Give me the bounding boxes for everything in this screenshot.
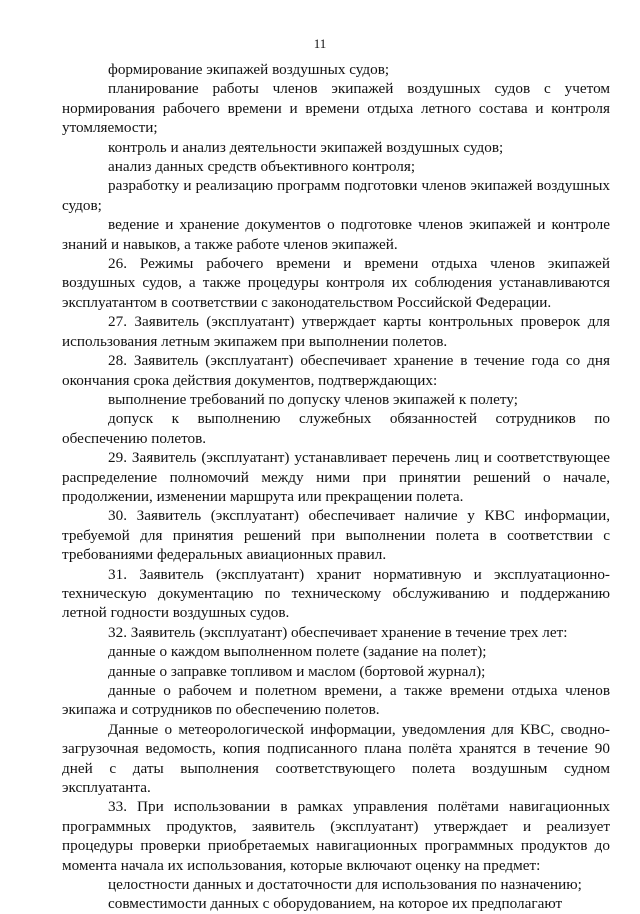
paragraph: планирование работы членов экипажей воздушных судов с учетом нормирования рабочего времени и времени отдыха летного состава и контроля утомляемости;: [62, 80, 610, 137]
paragraph: данные о рабочем и полетном времени, а также времени отдыха членов экипажа и сотрудников по обеспечению полетов.: [62, 682, 610, 719]
paragraph: 33. При использовании в рамках управления полётами навигационных программных продуктов, заявитель (эксплуатант) утверждает и реализует процедуры проверки приобретаемых навигационных программных продуктов до момента начала их использования, которые включают оценку на предмет:: [62, 798, 610, 874]
page-number: 11: [313, 36, 327, 51]
paragraph: 28. Заявитель (эксплуатант) обеспечивает хранение в течение года со дня окончания срока действия документов, подтверждающих:: [62, 352, 610, 389]
paragraph: допуск к выполнению служебных обязанностей сотрудников по обеспечению полетов.: [62, 410, 610, 447]
paragraph: 29. Заявитель (эксплуатант) устанавливает перечень лиц и соответствующее распределение полномочий между ними при принятии решений о начале, продолжении, изменении маршрута или прекращении полета.: [62, 449, 610, 505]
paragraph: анализ данных средств объективного контроля;: [108, 158, 416, 176]
paragraph: 30. Заявитель (эксплуатант) обеспечивает наличие у КВС информации, требуемой для принятия решений при выполнении полета в соответствии с требованиями федеральных авиационных правил.: [62, 507, 610, 564]
paragraph: контроль и анализ деятельности экипажей воздушных судов;: [108, 138, 504, 156]
paragraph: ведение и хранение документов о подготовке членов экипажей и контроле знаний и навыков, а также работе членов экипажей.: [62, 216, 610, 253]
paragraph: формирование экипажей воздушных судов;: [108, 61, 390, 78]
paragraph: Данные о метеорологической информации, уведомления для КВС, сводно-загрузочная ведомость, копия подписанного плана полёта хранятся в течение 90 дней с даты выполнения соответствующего полета воздушным судном эксплуатанта.: [62, 720, 610, 797]
paragraph: 31. Заявитель (эксплуатант) хранит нормативную и эксплуатационно-техническую документацию по техническому обслуживанию и поддержанию летной годности воздушных судов.: [62, 565, 610, 622]
paragraph: разработку и реализацию программ подготовки членов экипажей воздушных судов;: [62, 177, 610, 214]
paragraph: данные о каждом выполненном полете (задание на полет);: [108, 643, 487, 661]
paragraph: данные о заправке топливом и маслом (бортовой журнал);: [108, 662, 486, 680]
paragraph: целостности данных и достаточности для использования по назначению;: [108, 876, 582, 894]
paragraph: 32. Заявитель (эксплуатант) обеспечивает хранение в течение трех лет:: [108, 623, 568, 641]
paragraph: 26. Режимы рабочего времени и времени отдыха членов экипажей воздушных судов, а также процедуры контроля их соблюдения устанавливаются эксплуатантом в соответствии с законодательством Российской Федерации.: [62, 255, 610, 311]
paragraph: совместимости данных с оборудованием, на которое их предполагают: [108, 895, 563, 913]
document-body: [62, 60, 610, 914]
paragraph: 27. Заявитель (эксплуатант) утверждает карты контрольных проверок для использования летным экипажем при выполнении полетов.: [62, 313, 610, 350]
paragraph: выполнение требований по допуску членов экипажей к полету;: [108, 390, 518, 408]
